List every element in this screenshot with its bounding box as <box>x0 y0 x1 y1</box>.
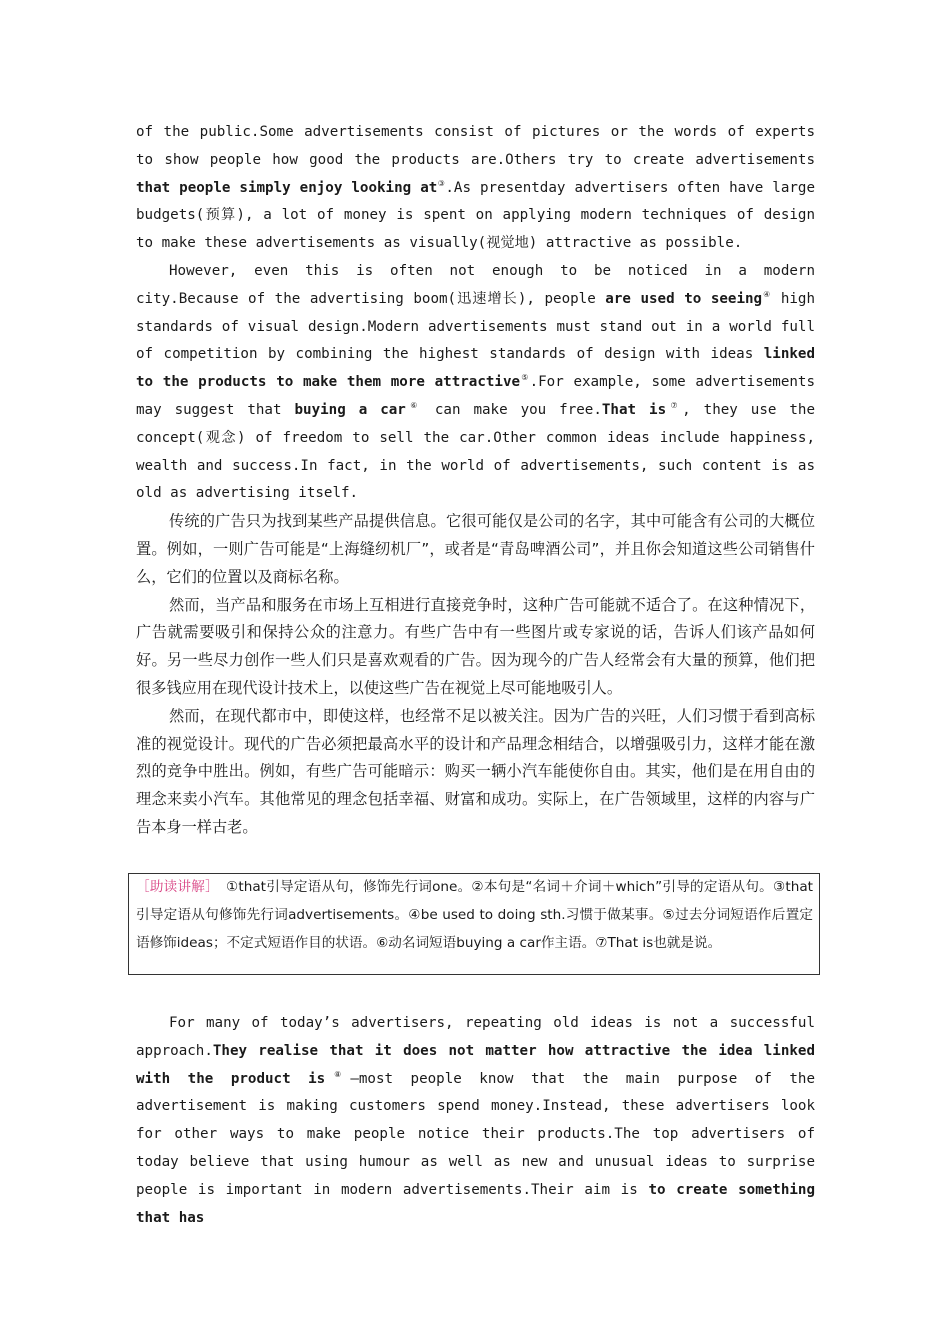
note-marker: ⑥ <box>405 400 422 410</box>
reading-guide-label: ［助读讲解］ <box>136 879 213 895</box>
zh-paragraph-2: 然而，当产品和服务在市场上互相进行直接竞争时，这种广告可能就不适合了。在这种情况下，广告就需要吸引和保持公众的注意力。有些广告中有一些图片或专家说的话，告诉人们该产品如何好。另一些尽力创作一些人们只是喜欢观看的广告。因为现今的广告人经常会有大量的预算，他们把很多钱应用在现代设计技术上，以使这些广告在视觉上尽可能地吸引人。 <box>136 595 815 697</box>
bold-phrase: to create something that has <box>136 1181 815 1226</box>
note-marker: ④ <box>762 289 772 299</box>
paragraph-3: For many of today’s advertisers, repeating old ideas is not a successful approach.They realise that it does not matter how attractive the idea linked with the product is⑧—most people know that the main purpose of the advertisement is making customers spend money.Instead, these advertisers look for other ways to make people notice their products.The top advertisers of today believe that using humour as well as new and unusual ideas to surprise people is important in modern advertisements.Their aim is to create something that has <box>136 1015 816 1226</box>
lower-text-block <box>136 1010 815 1232</box>
bold-phrase: buying a car <box>294 401 406 418</box>
bold-phrase: are used to seeing <box>605 290 763 307</box>
bold-phrase: that people simply enjoy looking at <box>136 179 438 196</box>
reading-guide-text: ［助读讲解］ ①that引导定语从句，修饰先行词one。②本句是“名词＋介词＋which”引导的定语从句。③that引导定语从句修饰先行词advertisements。④be used to doing sth.习惯于做某事。⑤过去分词短语作后置定语修饰ideas；不定式短语作目的状语。⑥动名词短语buying a car作主语。⑦That is也就是说。 <box>136 879 814 951</box>
zh-paragraph-3: 然而，在现代都市中，即使这样，也经常不足以被关注。因为广告的兴旺，人们习惯于看到高标准的视觉设计。现代的广告必须把最高水平的设计和产品理念相结合，以增强吸引力，这样才能在激烈的竞争中胜出。例如，有些广告可能暗示：购买一辆小汽车能使你自由。其实，他们是在用自由的理念来卖小汽车。其他常见的理念包括幸福、财富和成功。实际上，在广告领域里，这样的内容与广告本身一样古老。 <box>136 706 815 836</box>
note-marker: ⑤ <box>520 373 530 383</box>
english-passage-top <box>136 119 815 508</box>
note-marker: ⑦ <box>666 400 683 410</box>
chinese-translation <box>136 508 815 842</box>
upper-text-block <box>136 119 815 842</box>
note-marker: ⑧ <box>325 1069 351 1079</box>
zh-paragraph-1: 传统的广告只为找到某些产品提供信息。它很可能仅是公司的名字，其中可能含有公司的大概位置。例如，一则广告可能是“上海缝纫机厂”，或者是“青岛啤酒公司”，并且你会知道这些公司销售什么，它们的位置以及商标名称。 <box>136 512 815 586</box>
note-marker: ③ <box>437 178 446 188</box>
bold-phrase: They realise that it does not matter how attractive the idea linked with the product is <box>136 1042 815 1087</box>
paragraph-2: However, even this is often not enough to be noticed in a modern city.Because of the advertising boom(迅速增长), people are used to seeing④ high standards of visual design.Modern advertisements must stand out in a world full of competition by combining the highest standards of design with ideas linked to the products to make them more attractive⑤.For example, some advertisements may suggest that buying a car⑥ can make you free.That is⑦, they use the concept(观念) of freedom to sell the car.Other common ideas include happiness, wealth and success.In fact, in the world of advertisements, such content is as old as advertising itself. <box>136 262 816 502</box>
paragraph-1: of the public.Some advertisements consist of pictures or the words of experts to show people how good the products are.Others try to create advertisements that people simply enjoy looking at③.As presentday advertisers often have large budgets(预算), a lot of money is spent on applying modern techniques of design to make these advertisements as visually(视觉地) attractive as possible. <box>136 124 815 252</box>
bold-phrase: That is <box>601 401 667 418</box>
english-passage-bottom <box>136 1010 815 1232</box>
reading-guide-box <box>128 873 820 975</box>
bold-phrase: linked to the products to make them more attractive <box>136 346 815 391</box>
